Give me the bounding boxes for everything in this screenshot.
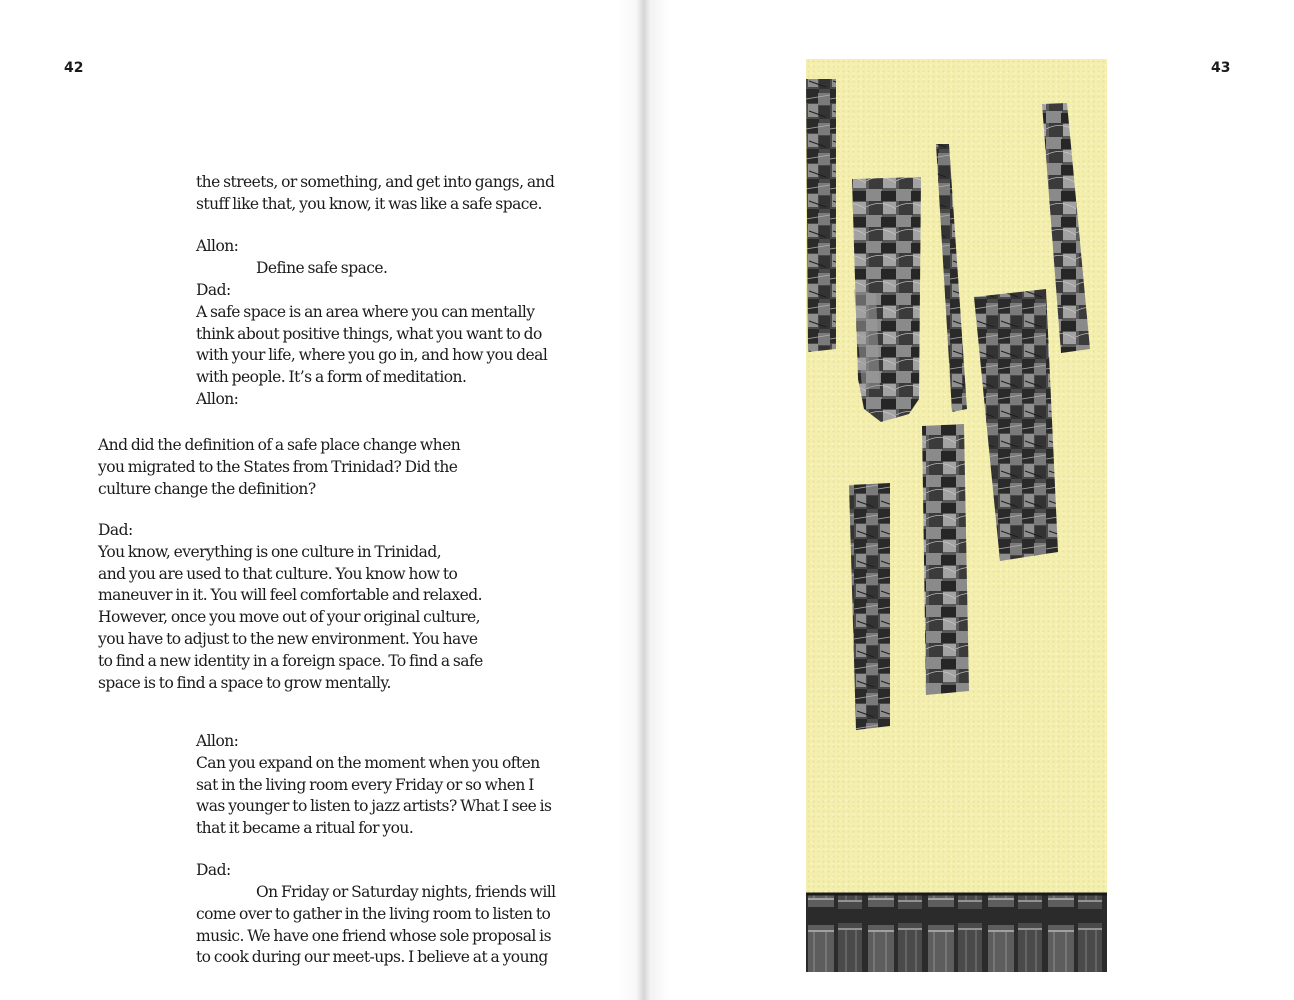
- text-line: you migrated to the States from Trinidad? Did the: [98, 457, 458, 476]
- text-line: Define safe space.: [256, 259, 388, 277]
- text-line: was younger to listen to jazz artists? What I see is: [196, 797, 552, 816]
- text-line: to find a new identity in a foreign space. To find a safe: [98, 651, 483, 670]
- collage-strips: [806, 59, 1107, 972]
- speaker-allon: Allon:: [196, 732, 239, 750]
- right-page: [645, 0, 1294, 1000]
- collage-strip: [974, 289, 1058, 561]
- text-line: maneuver in it. You will feel comfortable and relaxed.: [98, 586, 482, 605]
- speaker-allon: Allon:: [196, 389, 239, 408]
- speaker-label: [196, 236, 238, 258]
- text-line: think about positive things, what you want to do: [196, 324, 542, 343]
- paragraph-answer-1: [196, 280, 547, 411]
- text-line: culture change the definition?: [98, 479, 316, 498]
- text-line: to cook during our meet-ups. I believe at a young: [196, 948, 548, 967]
- text-line: Can you expand on the moment when you often: [196, 753, 540, 772]
- paragraph-question-2: [98, 435, 460, 500]
- paragraph-1: [196, 172, 554, 216]
- paragraph-question-3: [196, 731, 551, 840]
- text-line: and you are used to that culture. You know how to: [98, 564, 458, 583]
- text-line: come over to gather in the living room to listen to: [196, 904, 551, 923]
- text-line: space is to find a space to grow mentally.: [98, 673, 391, 692]
- text-line: stuff like that, you know, it was like a safe space.: [196, 194, 542, 213]
- text-line: You know, everything is one culture in Trinidad,: [98, 542, 442, 561]
- speaker-dad: Dad:: [98, 521, 133, 539]
- collage-image: [806, 59, 1107, 972]
- speaker-dad: Dad:: [196, 861, 231, 879]
- text-line: sat in the living room every Friday or so when I: [196, 775, 534, 794]
- collage-strip: [922, 424, 969, 695]
- text-line: A safe space is an area where you can mentally: [196, 302, 535, 321]
- paragraph-answer-3: [196, 882, 556, 969]
- text-line: music. We have one friend whose sole proposal is: [196, 926, 551, 945]
- text-line: the streets, or something, and get into gangs, and: [196, 173, 555, 191]
- text-line: you have to adjust to the new environment. You have: [98, 629, 478, 648]
- speaker-dad: Dad:: [196, 281, 231, 299]
- text-line: with your life, where you go in, and how you deal: [196, 346, 548, 365]
- speaker-label: [196, 860, 231, 882]
- text-line: with people. It’s a form of meditation.: [196, 368, 467, 387]
- collage-strip: [806, 79, 836, 352]
- speaker-allon: Allon:: [196, 237, 239, 255]
- page-number-left: 42: [64, 60, 84, 76]
- paragraph-answer-2: [98, 520, 483, 694]
- collage-strip-bottom: [806, 894, 1107, 972]
- text-line: And did the definition of a safe place change when: [98, 436, 461, 454]
- collage-strip: [1042, 103, 1090, 353]
- page-number-right: 43: [1211, 60, 1231, 76]
- collage-strip: [849, 483, 890, 730]
- text-line: However, once you move out of your original culture,: [98, 608, 481, 627]
- text-line: that it became a ritual for you.: [196, 819, 414, 838]
- collage-strip: [936, 144, 967, 412]
- question-line: [256, 258, 387, 280]
- text-line: On Friday or Saturday nights, friends will: [256, 883, 556, 901]
- left-page: [0, 0, 645, 1000]
